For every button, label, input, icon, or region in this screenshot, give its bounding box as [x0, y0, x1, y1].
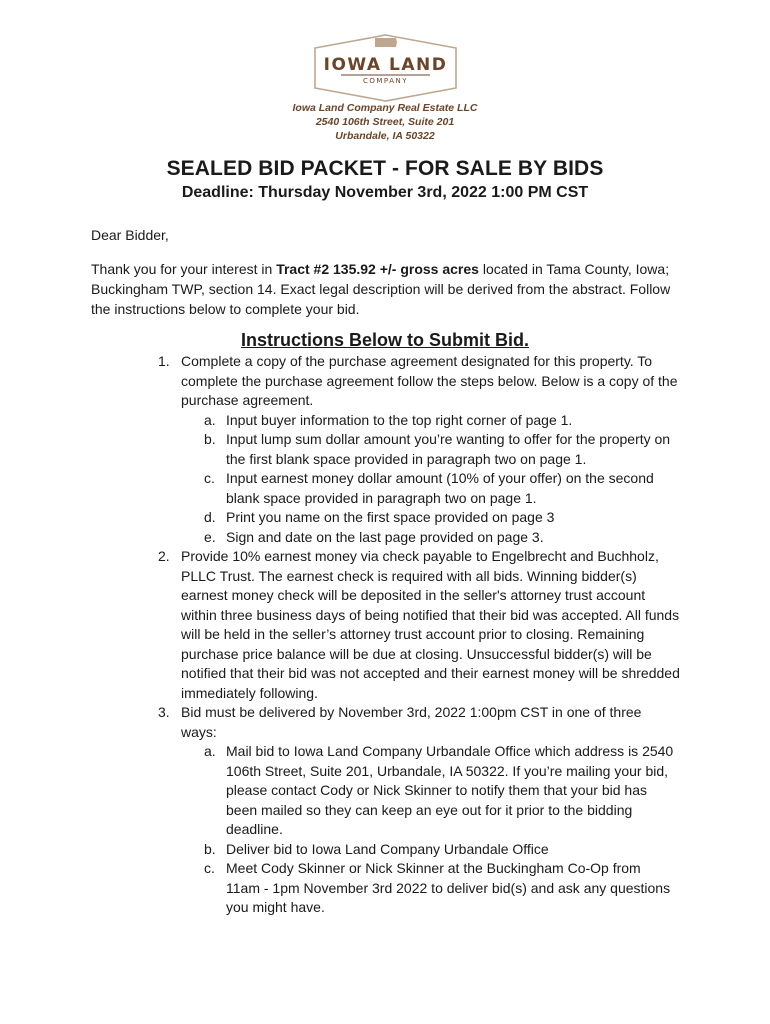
instruction-subitem — [0, 859, 676, 918]
salutation: Dear Bidder, — [91, 227, 169, 243]
item-text: Bid must be delivered by November 3rd, 2022 1:00pm CST in one of three ways: — [181, 704, 642, 740]
instruction-item — [0, 352, 681, 411]
instructions-heading: Instructions Below to Submit Bid. — [241, 330, 529, 350]
instruction-subitem — [0, 742, 676, 840]
company-logo — [313, 34, 458, 102]
subitem-text: Sign and date on the last page provided on page 3. — [226, 528, 544, 545]
subitem-text: Print you name on the first space provided on page 3 — [226, 509, 555, 525]
subitem-text: Deliver bid to Iowa Land Company Urbandale Office — [226, 840, 549, 857]
subitem-text: Mail bid to Iowa Land Company Urbandale Office which address is 2540 106th Street, Suite 201, Urbandale, IA 50322. If you’re mailing your bid, please contact Cody or Nick Skinner to notify them that your bid has been mailed so they can keep an eye out for it prior to the bidding deadline. — [226, 743, 674, 837]
subitem-letter: a. — [204, 743, 216, 759]
instruction-subitem — [0, 840, 676, 860]
instruction-subitem — [0, 430, 676, 469]
logo-subtext: COMPANY — [362, 77, 408, 85]
subitem-letter: e. — [204, 528, 216, 545]
company-street: 2540 106th Street, Suite 201 — [315, 116, 455, 128]
document-title: SEALED BID PACKET - FOR SALE BY BIDS — [166, 157, 604, 180]
instruction-item — [0, 547, 681, 703]
item-number: 2. — [158, 548, 170, 564]
item-text: Provide 10% earnest money via check payable to Engelbrecht and Buchholz, PLLC Trust. The earnest check is required with all bids. Winning bidder(s) earnest money check will be deposited in the seller's attorney trust account within three business days of being notified that their bid was accepted. All funds will be held in the seller’s attorney trust account prior to closing. Remaining purchase price balance will be due at closing. Unsuccessful bidder(s) will be notified that their bid was not accepted and their earnest money will be shredded immediately following. — [181, 548, 680, 701]
instruction-subitem — [0, 469, 676, 508]
instruction-subitem — [0, 411, 676, 431]
item-text: Complete a copy of the purchase agreement designated for this property. To complete the purchase agreement follow the steps below. Below is a copy of the purchase agreement. — [181, 353, 678, 408]
item-number: 3. — [158, 704, 170, 720]
instruction-subitem — [0, 528, 676, 548]
instruction-subitem — [0, 508, 676, 528]
company-city: Urbandale, IA 50322 — [335, 130, 435, 142]
company-address-block — [0, 101, 770, 143]
subitem-text: Input lump sum dollar amount you’re wanting to offer for the property on the first blank space provided in paragraph two on page 1. — [226, 431, 671, 467]
intro-text-continued: located in Tama County, Iowa; Buckingham TWP, section 14. Exact legal description will be derived from the abstract. Follow the instructions below to complete your bid. — [91, 261, 671, 317]
subitem-text: Meet Cody Skinner or Nick Skinner at the Buckingham Co-Op from 11am - 1pm November 3rd 2022 to deliver bid(s) and ask any questions you might have. — [226, 860, 671, 915]
subitem-letter: c. — [204, 470, 215, 486]
intro-paragraph — [91, 259, 691, 319]
intro-text: Thank you for your interest in — [91, 261, 277, 277]
subitem-letter: d. — [204, 509, 216, 525]
instruction-item — [0, 703, 681, 742]
item-number: 1. — [158, 353, 170, 369]
subitem-letter: c. — [204, 860, 215, 876]
subitem-text: Input buyer information to the top right corner of page 1. — [226, 411, 573, 428]
subitem-letter: b. — [204, 840, 216, 857]
iowa-state-icon — [375, 38, 397, 47]
company-name: Iowa Land Company Real Estate LLC — [292, 102, 478, 114]
tract-highlight: Tract #2 135.92 +/- gross acres — [276, 261, 479, 277]
subitem-text: Input earnest money dollar amount (10% of your offer) on the second blank space provided in paragraph two on page 1. — [226, 470, 654, 506]
instructions-list — [0, 352, 770, 918]
subitem-letter: a. — [204, 411, 216, 428]
deadline: Deadline: Thursday November 3rd, 2022 1:00 PM CST — [181, 184, 589, 201]
logo-text: IOWA LAND — [323, 55, 448, 75]
subitem-letter: b. — [204, 431, 216, 447]
